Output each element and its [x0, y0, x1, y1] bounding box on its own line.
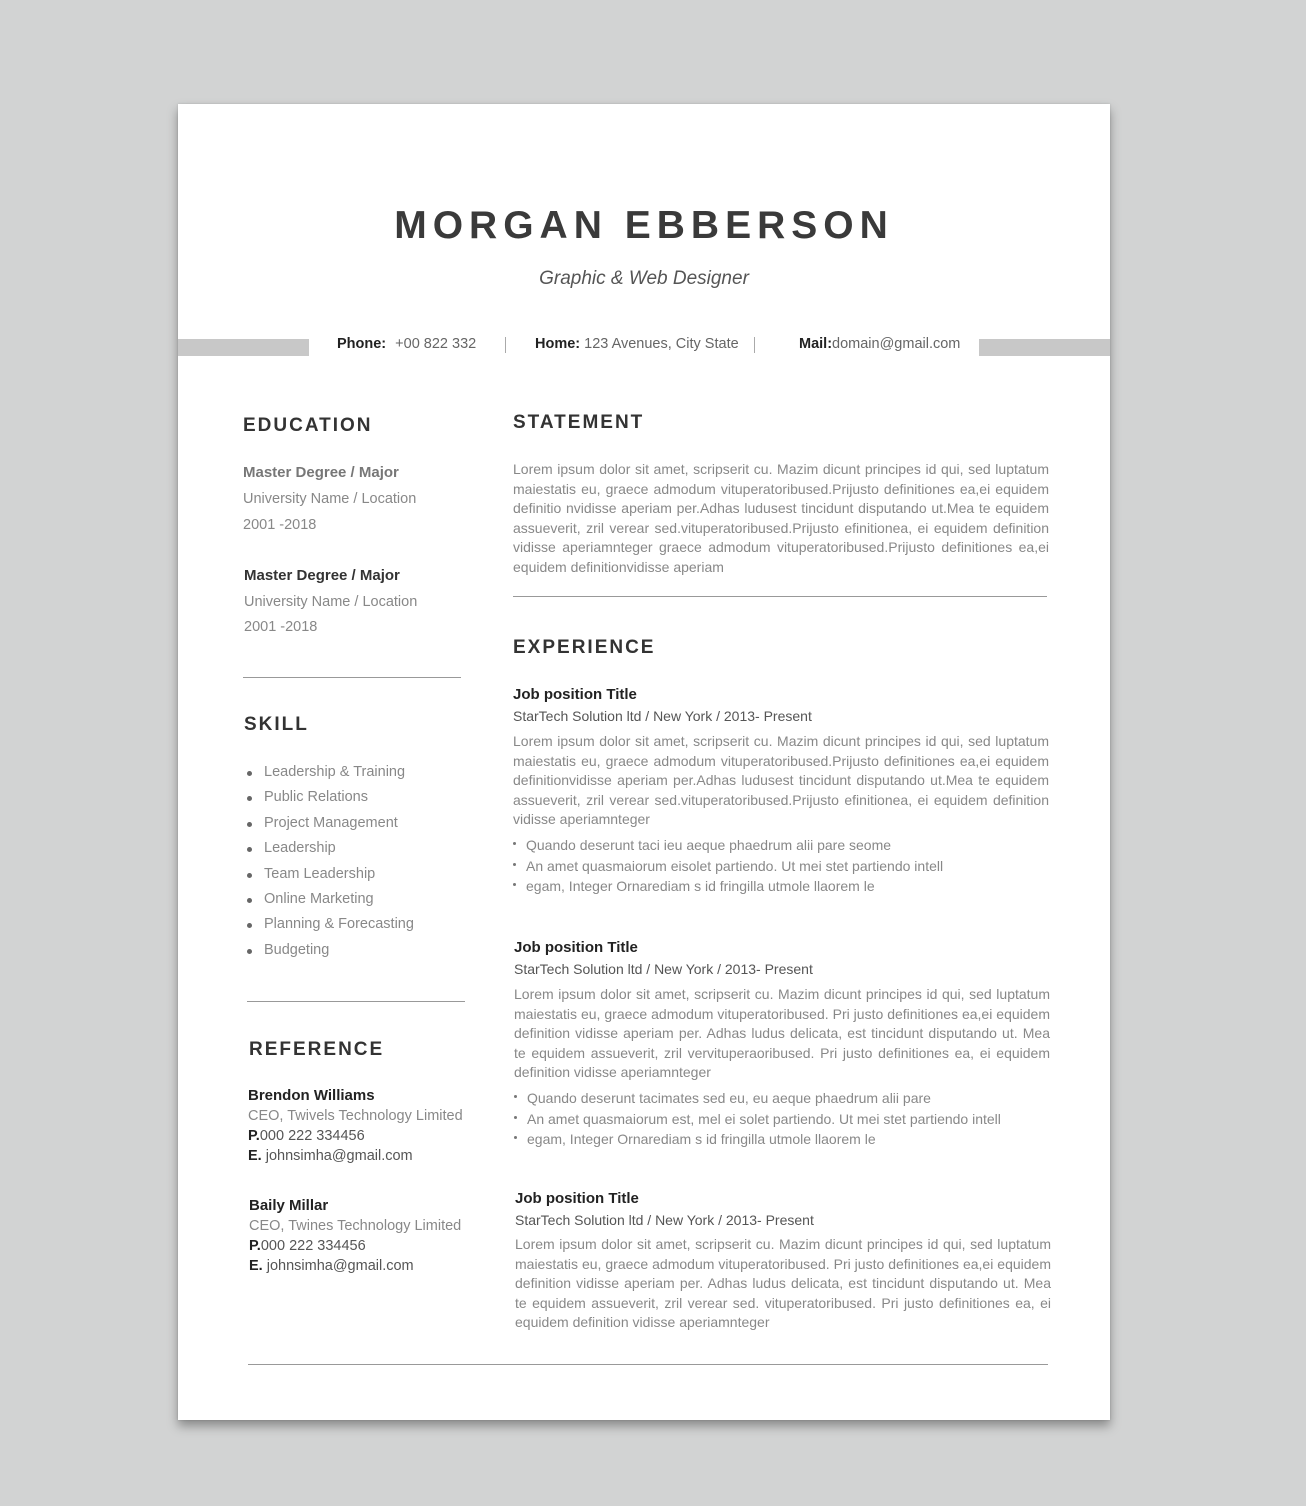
education-heading: EDUCATION	[243, 415, 373, 436]
job-title: Job position Title	[514, 939, 638, 956]
job-bullet: egam, Integer Ornarediam s id fringilla utmole llaorem le	[514, 1129, 1001, 1150]
statement-heading: STATEMENT	[513, 412, 645, 433]
education-years: 2001 -2018	[244, 619, 318, 635]
contact-phone-value: +00 822 332	[395, 336, 477, 352]
contact-separator	[754, 337, 755, 353]
skill-divider	[247, 1001, 465, 1002]
resume-page	[178, 104, 1110, 1420]
job-company: StarTech Solution ltd / New York / 2013- Present	[513, 708, 812, 724]
education-school: University Name / Location	[243, 491, 417, 507]
reference-email	[249, 1258, 414, 1274]
skill-item: Online Marketing	[246, 887, 414, 912]
skill-item: Leadership	[246, 836, 414, 861]
bottom-divider	[248, 1364, 1048, 1365]
job-description: Lorem ipsum dolor sit amet, scripserit cu. Mazim dicunt principes id qui, sed luptatum maiestatis eu, graece admodum vituperatoribused. Pri justo definitiones ea,ei equidem definition vidisse aperiam per. Adhas ludus delicata, est tincidunt disputando ut. Mea te equidem assueverit, zril verear sed. vituperatoribused. Pri justo definitiones ea, ei equidem definition vidisse aperiamnteger	[515, 1236, 1051, 1331]
education-divider	[243, 677, 461, 678]
skill-item: Public Relations	[246, 785, 414, 810]
education-degree: Master Degree / Major	[243, 464, 399, 481]
contact-mail-value: domain@gmail.com	[832, 336, 961, 352]
reference-role: CEO, Twivels Technology Limited	[248, 1108, 463, 1124]
contact-mail	[799, 336, 960, 352]
job-description: Lorem ipsum dolor sit amet, scripserit cu. Mazim dicunt principes id qui, sed luptatum maiestatis eu, graece admodum vituperatoribused.Prijusto definitiones ea,ei equidem definitionvidisse aperiam per.Adhas ludusest tincidunt disputando ut.Mea te equidem assueverit, zril verear sed.vituperatoribused.Prijusto efinitionea, ei equidem definition vidisse aperiamnteger	[513, 733, 1049, 828]
reference-heading: REFERENCE	[249, 1039, 385, 1060]
reference-role: CEO, Twines Technology Limited	[249, 1218, 462, 1234]
reference-phone-label: P.	[249, 1238, 261, 1254]
skill-item: Team Leadership	[246, 862, 414, 887]
job-bullet: An amet quasmaiorum est, mel ei solet partiendo. Ut mei stet partiendo intell	[514, 1109, 1001, 1130]
education-years: 2001 -2018	[243, 517, 317, 533]
job-bullets	[514, 1088, 1001, 1150]
skill-item: Leadership & Training	[246, 760, 414, 785]
job-bullet: egam, Integer Ornarediam s id fringilla utmole llaorem le	[513, 876, 943, 897]
contact-phone	[337, 336, 476, 352]
education-school: University Name / Location	[244, 594, 418, 610]
reference-phone	[249, 1238, 366, 1254]
reference-name: Baily Millar	[249, 1197, 329, 1214]
reference-email-label: E.	[249, 1258, 263, 1274]
skill-list	[246, 760, 414, 963]
job-bullet: Quando deserunt taci ieu aeque phaedrum alii pare seome	[513, 835, 943, 856]
reference-email-value: johnsimha@gmail.com	[265, 1148, 413, 1164]
reference-phone-label: P.	[248, 1128, 260, 1144]
job-title: Job position Title	[515, 1190, 639, 1207]
contact-mail-label: Mail:	[799, 336, 833, 352]
job-company: StarTech Solution ltd / New York / 2013- Present	[515, 1212, 814, 1228]
job-bullet: An amet quasmaiorum eisolet partiendo. Ut mei stet partiendo intell	[513, 856, 943, 877]
statement-divider	[513, 596, 1047, 597]
contact-bar-left-accent	[178, 339, 309, 356]
job-description: Lorem ipsum dolor sit amet, scripserit cu. Mazim dicunt principes id qui, sed luptatum maiestatis eu, graece admodum vituperatoribused. Pri justo definitiones ea,ei equidem definition vidisse aperiam per. Adhas ludus delicata, est tincidunt disputando ut. Mea te equidem assueverit, zril vervituperaoribused. Pri justo definitiones ea, ei equidem definition vidisse aperiamnteger	[514, 986, 1050, 1081]
statement-text: Lorem ipsum dolor sit amet, scripserit cu. Mazim dicunt principes id qui, sed luptatum maiestatis eu, graece admodum vituperatoribused.Prijusto definitiones ea,ei equidem definitio nvidisse aperiam per.Adhas ludusest tincidunt disputando ut.Mea te equidem assueverit, zril verear sed.vituperatoribused.Prijusto efinitionea, ei equidem definition vidisse aperiamnteger graece admodum vituperatoribused.Prijusto definitiones ea,ei equidem definitionvidisse aperiam	[513, 461, 1049, 575]
job-bullet: Quando deserunt tacimates sed eu, eu aeque phaedrum alii pare	[514, 1088, 1001, 1109]
reference-phone	[248, 1128, 365, 1144]
contact-home-label: Home:	[535, 336, 581, 352]
contact-separator	[505, 337, 506, 353]
job-bullets	[513, 835, 943, 897]
reference-email-label: E.	[248, 1148, 262, 1164]
job-company: StarTech Solution ltd / New York / 2013- Present	[514, 961, 813, 977]
contact-home	[535, 336, 739, 352]
reference-email	[248, 1148, 413, 1164]
reference-phone-value: 000 222 334456	[260, 1238, 366, 1254]
skill-heading: SKILL	[244, 714, 309, 735]
job-title: Job position Title	[513, 686, 637, 703]
resume-subtitle: Graphic & Web Designer	[539, 268, 749, 289]
resume-name: MORGAN EBBERSON	[394, 204, 894, 247]
reference-phone-value: 000 222 334456	[259, 1128, 365, 1144]
skill-item: Project Management	[246, 811, 414, 836]
experience-heading: EXPERIENCE	[513, 637, 656, 658]
skill-item: Planning & Forecasting	[246, 912, 414, 937]
reference-email-value: johnsimha@gmail.com	[266, 1258, 414, 1274]
education-degree: Master Degree / Major	[244, 567, 400, 584]
reference-name: Brendon Williams	[248, 1087, 375, 1104]
contact-bar-right-accent	[979, 339, 1110, 356]
contact-phone-label: Phone:	[337, 336, 387, 352]
skill-item: Budgeting	[246, 938, 414, 963]
contact-home-value: 123 Avenues, City State	[584, 336, 739, 352]
